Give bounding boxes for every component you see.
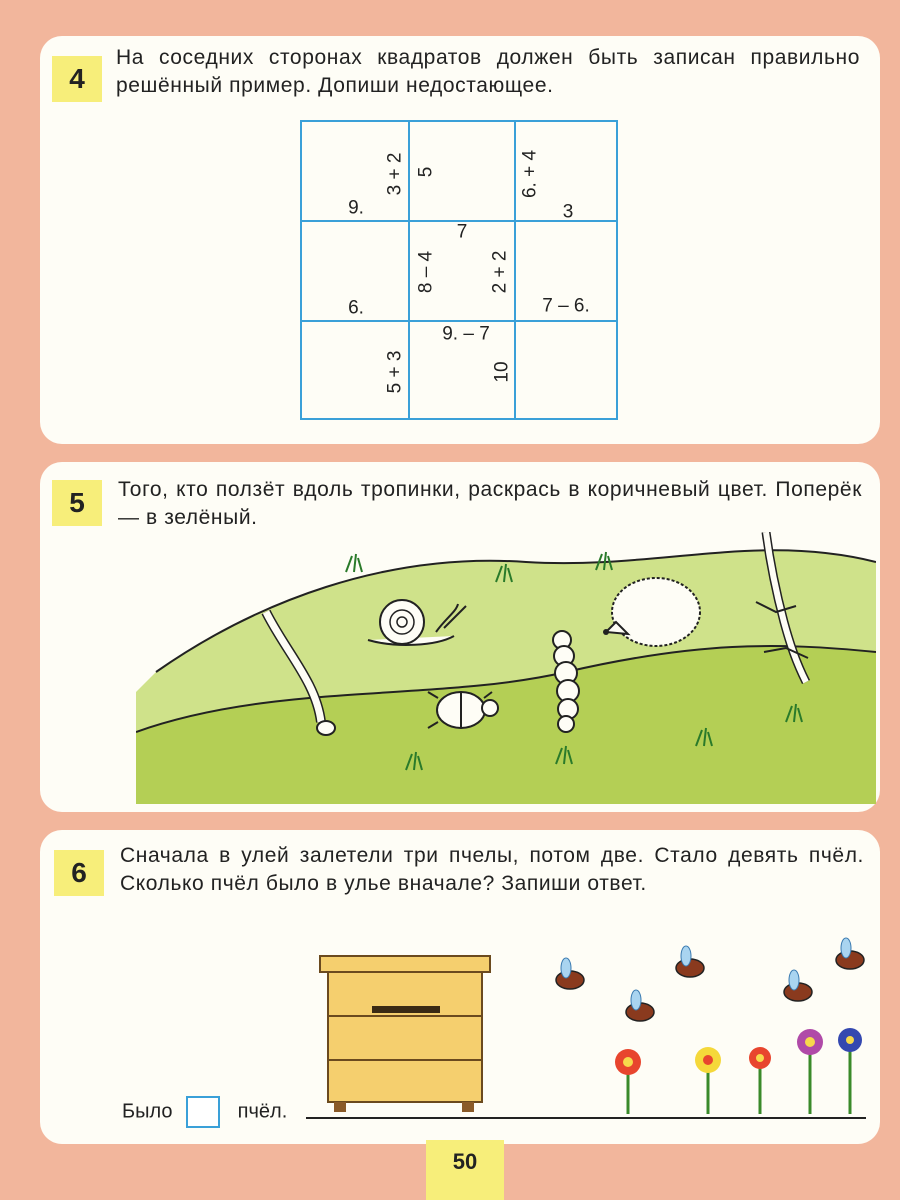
flower-icon	[838, 1028, 862, 1114]
bee-icon	[556, 958, 584, 989]
task-number-badge: 5	[52, 480, 102, 526]
grid-label: 2 + 2	[489, 250, 511, 294]
grid-label: 7 – 6.	[542, 295, 590, 317]
flower-icon	[695, 1047, 721, 1114]
task-5-card	[40, 462, 880, 812]
grid-label: 3 + 2	[384, 152, 406, 196]
task-number-badge: 6	[54, 850, 104, 896]
task-6-card	[40, 830, 880, 1144]
page-number: 50	[426, 1140, 504, 1200]
answer-prefix: Было	[122, 1100, 173, 1123]
answer-writing-line	[306, 1117, 866, 1119]
grid-label: 7	[456, 221, 468, 243]
grid-label: 9.	[348, 197, 364, 219]
grid-label: 5	[415, 166, 437, 178]
grid-label: 8 – 4	[415, 250, 437, 294]
flower-icon	[749, 1047, 771, 1114]
answer-row	[122, 1096, 287, 1128]
beehive-icon	[320, 956, 490, 1112]
grid-label: 10	[491, 361, 513, 383]
bee-icon	[676, 946, 704, 977]
task-4-text: На соседних сторонах квадратов должен быть записан правильно решённый пример. Допиши недостающее.	[116, 46, 860, 97]
grid-label: 3	[562, 201, 574, 223]
grid-label: 5 + 3	[384, 350, 406, 394]
task-5-text: Того, кто ползёт вдоль тропинки, раскрась в коричневый цвет. Поперёк — в зелёный.	[118, 478, 862, 529]
flower-icon	[615, 1049, 641, 1114]
task-6-text: Сначала в улей залетели три пчелы, потом две. Стало девять пчёл. Сколько пчёл было в улье вначале? Запиши ответ.	[120, 844, 864, 895]
bee-icon	[836, 938, 864, 969]
number-square-grid	[300, 120, 618, 420]
beehive-scene	[310, 920, 870, 1120]
task-4-card	[40, 36, 880, 444]
flower-icon	[797, 1029, 823, 1114]
grid-label: 6.	[348, 297, 364, 319]
answer-input-box[interactable]	[186, 1096, 220, 1128]
bee-icon	[784, 970, 812, 1001]
meadow-illustration	[136, 532, 876, 804]
grid-label: 9. – 7	[442, 323, 490, 345]
task-number-badge: 4	[52, 56, 102, 102]
bee-icon	[626, 990, 654, 1021]
answer-suffix: пчёл.	[237, 1100, 288, 1123]
grid-label: 6. + 4	[519, 149, 541, 199]
